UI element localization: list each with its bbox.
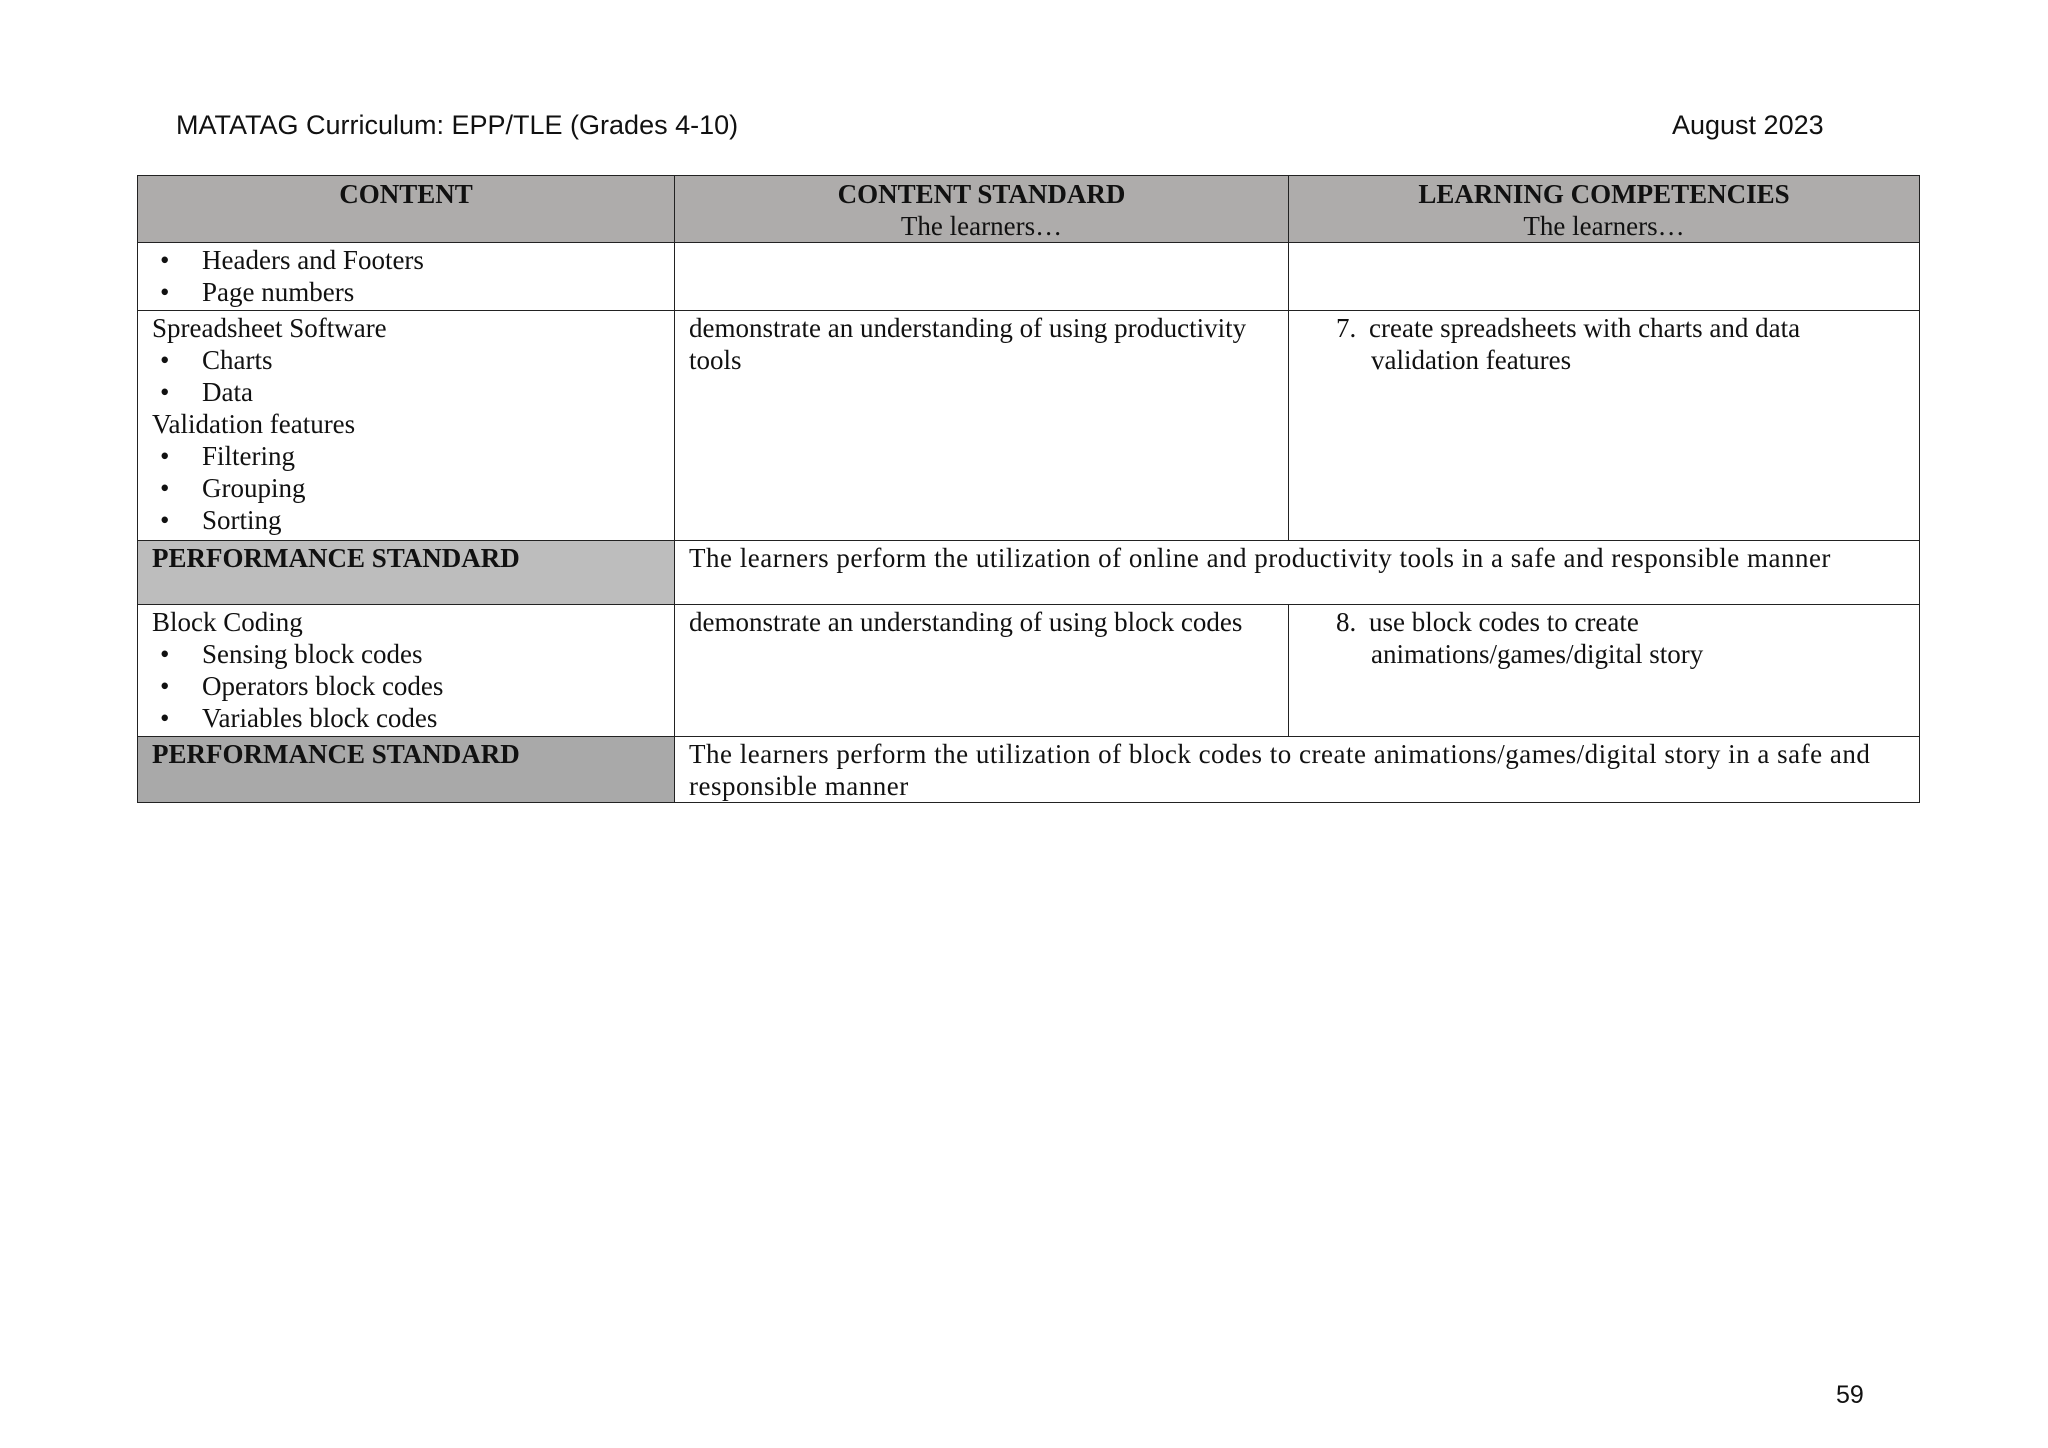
bullet-icon: • — [160, 245, 170, 275]
competency-item — [1303, 312, 1905, 376]
column-header-content-standard — [675, 176, 1289, 243]
bullet-icon: • — [160, 377, 170, 407]
list-item: • Sorting — [160, 505, 282, 535]
learning-competency-cell — [1289, 311, 1920, 541]
competency-text: use block codes to create animations/games/digital story — [1369, 607, 1704, 669]
column-header-subtitle: The learners… — [1523, 211, 1685, 241]
competency-number: 8. — [1336, 607, 1357, 637]
list-item: • Operators block codes — [160, 671, 444, 701]
document-header-title: MATATAG Curriculum: EPP/TLE (Grades 4-10) — [176, 110, 739, 140]
table-row — [138, 311, 1920, 541]
content-cell — [138, 605, 675, 737]
content-standard-text: demonstrate an understanding of using productivity tools — [689, 313, 1247, 375]
bullet-icon: • — [160, 441, 170, 471]
list-item: • Charts — [160, 345, 273, 375]
list-item: • Headers and Footers — [160, 245, 424, 275]
column-header-title: CONTENT — [339, 179, 473, 209]
learning-competency-cell — [1289, 243, 1920, 311]
column-header-title: LEARNING COMPETENCIES — [1418, 179, 1790, 209]
content-standard-cell — [675, 243, 1289, 311]
column-header-learning-competencies — [1289, 176, 1920, 243]
list-item: • Variables block codes — [160, 703, 438, 733]
content-subheading: Validation features — [152, 409, 356, 439]
document-header-date: August 2023 — [1672, 110, 1824, 140]
performance-standard-row — [138, 737, 1920, 803]
content-standard-cell — [675, 311, 1289, 541]
bullet-icon: • — [160, 277, 170, 307]
bullet-icon: • — [160, 671, 170, 701]
bullet-icon: • — [160, 505, 170, 535]
competency-number: 7. — [1336, 313, 1357, 343]
table-row — [138, 605, 1920, 737]
table-row — [138, 243, 1920, 311]
content-standard-cell — [675, 605, 1289, 737]
competency-text: create spreadsheets with charts and data validation features — [1369, 313, 1801, 375]
list-item: • Grouping — [160, 473, 306, 503]
list-item: • Data — [160, 377, 253, 407]
bullet-icon: • — [160, 473, 170, 503]
performance-standard-text: The learners perform the utilization of online and productivity tools in a safe and responsible manner — [675, 541, 1920, 605]
performance-standard-label: PERFORMANCE STANDARD — [138, 737, 675, 803]
content-heading: Spreadsheet Software — [152, 313, 387, 343]
content-standard-text: demonstrate an understanding of using block codes — [689, 607, 1243, 637]
list-item: • Page numbers — [160, 277, 355, 307]
performance-standard-label: PERFORMANCE STANDARD — [138, 541, 675, 605]
bullet-icon: • — [160, 703, 170, 733]
content-cell — [138, 311, 675, 541]
table-header-row — [138, 176, 1920, 243]
content-cell — [138, 243, 675, 311]
curriculum-table — [137, 175, 1920, 803]
column-header-title: CONTENT STANDARD — [837, 179, 1126, 209]
column-header-content — [138, 176, 675, 243]
list-item: • Filtering — [160, 441, 295, 471]
page-number: 59 — [1836, 1381, 1864, 1409]
list-item: • Sensing block codes — [160, 639, 423, 669]
learning-competency-cell — [1289, 605, 1920, 737]
content-heading: Block Coding — [152, 607, 303, 637]
competency-item — [1303, 606, 1905, 670]
performance-standard-text: The learners perform the utilization of block codes to create animations/games/digital story in a safe and responsible manner — [675, 737, 1920, 803]
bullet-icon: • — [160, 345, 170, 375]
column-header-subtitle: The learners… — [900, 211, 1063, 241]
bullet-icon: • — [160, 639, 170, 669]
performance-standard-row — [138, 541, 1920, 605]
